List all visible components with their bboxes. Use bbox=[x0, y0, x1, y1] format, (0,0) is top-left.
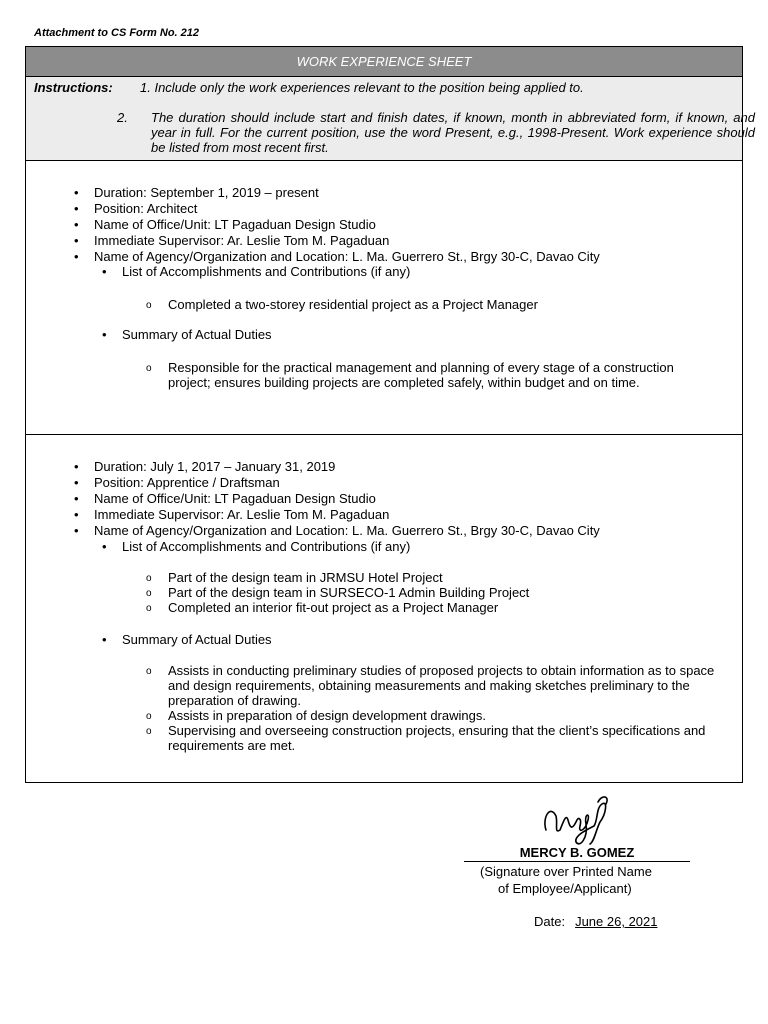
duties-label: • Summary of Actual Duties bbox=[102, 327, 272, 343]
accomplishments-label: • List of Accomplishments and Contributions (if any) bbox=[102, 264, 410, 280]
entry-duration: • Duration: July 1, 2017 – January 31, 2019 bbox=[74, 459, 600, 475]
list-item: o Assists in preparation of design development drawings. bbox=[146, 708, 716, 723]
instruction-1-number: 1. bbox=[140, 80, 151, 95]
entry-office: • Name of Office/Unit: LT Pagaduan Design Studio bbox=[74, 217, 600, 233]
signature-caption bbox=[480, 863, 652, 897]
sheet-title: WORK EXPERIENCE SHEET bbox=[26, 47, 742, 77]
entry-position: • Position: Architect bbox=[74, 201, 600, 217]
date-label: Date: bbox=[534, 914, 566, 929]
list-item: o Supervising and overseeing construction projects, ensuring that the client’s specifications and requirements are met. bbox=[146, 723, 716, 753]
caption-line-1: (Signature over Printed Name bbox=[480, 864, 652, 879]
instruction-item-1 bbox=[140, 80, 584, 95]
printed-name: MERCY B. GOMEZ bbox=[464, 845, 690, 862]
entry-supervisor: • Immediate Supervisor: Ar. Leslie Tom M. Pagaduan bbox=[74, 507, 600, 523]
attachment-label: Attachment to CS Form No. 212 bbox=[34, 27, 200, 39]
accomplishments-label: • List of Accomplishments and Contributions (if any) bbox=[102, 539, 410, 555]
list-item: o Completed a two-storey residential project as a Project Manager bbox=[146, 297, 736, 312]
entry-duration: • Duration: September 1, 2019 – present bbox=[74, 185, 600, 201]
duties-list bbox=[146, 663, 716, 753]
entry-office: • Name of Office/Unit: LT Pagaduan Design Studio bbox=[74, 491, 600, 507]
entry-2-details bbox=[74, 459, 600, 539]
date-line bbox=[534, 914, 657, 929]
instructions-label: Instructions: bbox=[34, 80, 113, 95]
accomplishments-list bbox=[146, 297, 736, 312]
accomplishments-list bbox=[146, 570, 736, 615]
list-item: o Assists in conducting preliminary studies of proposed projects to obtain information as to space and design requirements, obtaining measurements and making sketches preliminary to the preparation of drawing. bbox=[146, 663, 716, 708]
caption-line-2: of Employee/Applicant) bbox=[498, 881, 632, 896]
duties-list bbox=[146, 360, 706, 390]
entry-agency: • Name of Agency/Organization and Location: L. Ma. Guerrero St., Brgy 30-C, Davao City bbox=[74, 249, 600, 265]
instruction-2-number: 2. bbox=[117, 110, 128, 125]
instructions-block bbox=[26, 77, 755, 161]
instruction-2-text: The duration should include start and finish dates, if known, month in abbreviated form, if known, and year in full. For the current position, use the word Present, e.g., 1998-Present. Work experience should be listed from most recent first. bbox=[151, 110, 755, 155]
work-experience-sheet bbox=[25, 46, 755, 783]
work-entry-2 bbox=[26, 435, 742, 783]
duties-label: • Summary of Actual Duties bbox=[102, 632, 272, 648]
entry-supervisor: • Immediate Supervisor: Ar. Leslie Tom M. Pagaduan bbox=[74, 233, 600, 249]
list-item: o Part of the design team in JRMSU Hotel Project bbox=[146, 570, 736, 585]
handwritten-signature bbox=[536, 790, 626, 850]
work-entry-1 bbox=[26, 161, 742, 435]
list-item: o Completed an interior fit-out project as a Project Manager bbox=[146, 600, 736, 615]
instruction-item-2 bbox=[117, 110, 755, 155]
instruction-1-text: Include only the work experiences relevant to the position being applied to. bbox=[154, 80, 584, 95]
list-item: o Responsible for the practical management and planning of every stage of a construction project; ensures building projects are completed safely, within budget and on time. bbox=[146, 360, 706, 390]
entry-1-details bbox=[74, 185, 600, 265]
entry-position: • Position: Apprentice / Draftsman bbox=[74, 475, 600, 491]
date-value: June 26, 2021 bbox=[575, 914, 658, 929]
list-item: o Part of the design team in SURSECO-1 Admin Building Project bbox=[146, 585, 736, 600]
entry-agency: • Name of Agency/Organization and Location: L. Ma. Guerrero St., Brgy 30-C, Davao City bbox=[74, 523, 600, 539]
